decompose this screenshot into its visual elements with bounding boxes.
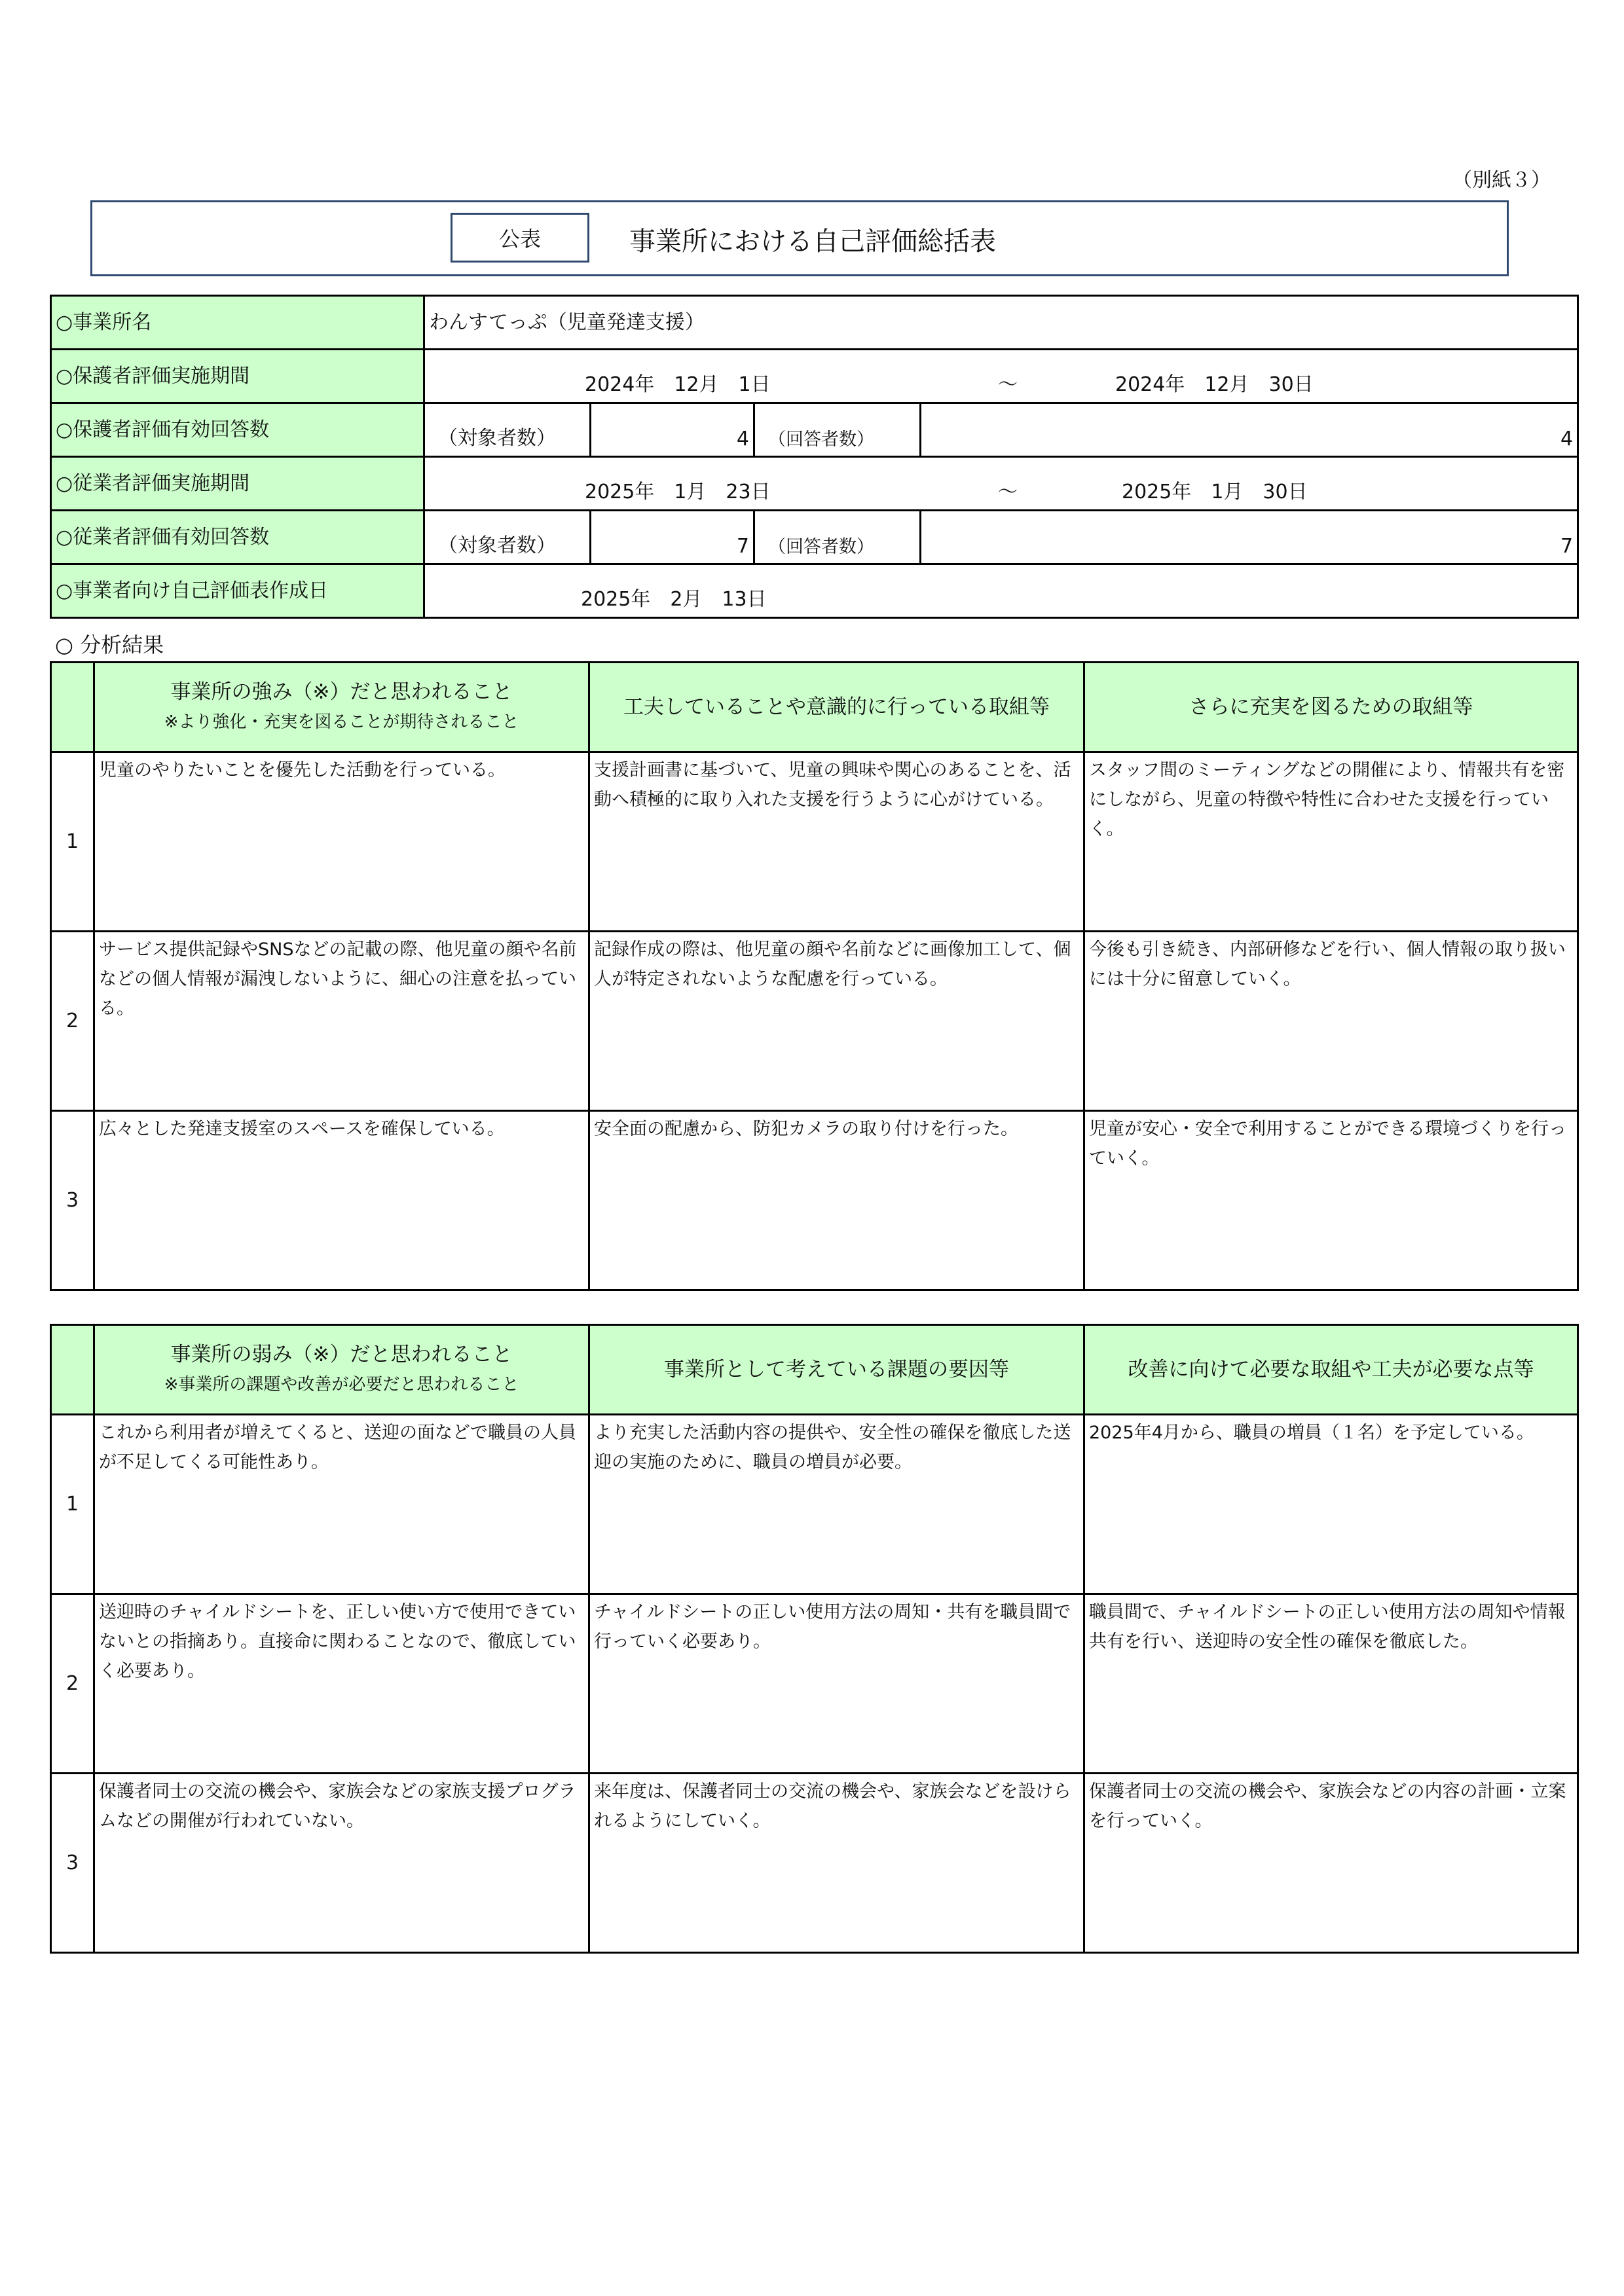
staff-count-label: ○従業者評価有効回答数 xyxy=(51,511,424,564)
strengths-table xyxy=(50,661,1579,1291)
row-number: 2 xyxy=(51,1594,94,1774)
staff-response-value: 7 xyxy=(921,511,1578,564)
strengths-col1-title: 事業所の強み（※）だと思われること xyxy=(170,680,513,704)
weaknesses-col1-sub: ※事業所の課題や改善が必要だと思われること xyxy=(164,1375,519,1394)
action-cell: 2025年4月から、職員の増員（１名）を予定している。 xyxy=(1084,1415,1578,1594)
guardian-period-end: 2024年 12月 30日 xyxy=(1115,373,1314,396)
guardian-target-label: （対象者数） xyxy=(424,403,591,457)
improvement-cell: スタッフ間のミーティングなどの開催により、情報共有を密にしながら、児童の特徴や特性に合わせた支援を行っていく。 xyxy=(1084,752,1578,932)
cause-cell: 来年度は、保護者同士の交流の機会や、家族会などを設けられるようにしていく。 xyxy=(589,1774,1084,1953)
strength-cell: サービス提供記録やSNSなどの記載の際、他児童の顔や名前などの個人情報が漏洩しないように、細心の注意を払っている。 xyxy=(94,932,589,1111)
strength-cell: 児童のやりたいことを優先した活動を行っている。 xyxy=(94,752,589,932)
weakness-cell: これから利用者が増えてくると、送迎の面などで職員の人員が不足してくる可能性あり。 xyxy=(94,1415,589,1594)
guardian-response-value: 4 xyxy=(921,403,1578,457)
improvement-cell: 児童が安心・安全で利用することができる環境づくりを行っていく。 xyxy=(1084,1111,1578,1290)
effort-cell: 安全面の配慮から、防犯カメラの取り付けを行った。 xyxy=(589,1111,1084,1290)
staff-period-tilde: ～ xyxy=(998,481,1018,503)
effort-cell: 記録作成の際は、他児童の顔や名前などに画像加工して、個人が特定されないような配慮を行っている。 xyxy=(589,932,1084,1111)
strengths-col2-header: 工夫していることや意識的に行っている取組等 xyxy=(589,663,1084,752)
staff-response-label: （回答者数） xyxy=(754,511,921,564)
guardian-period-tilde: ～ xyxy=(998,373,1018,396)
header-blank-cell xyxy=(51,1325,94,1415)
table-row xyxy=(51,1774,1578,1953)
action-cell: 職員間で、チャイルドシートの正しい使用方法の周知や情報共有を行い、送迎時の安全性の確保を徹底した。 xyxy=(1084,1594,1578,1774)
page-title: 事業所における自己評価総括表 xyxy=(629,227,996,257)
row-number: 3 xyxy=(51,1774,94,1953)
staff-period-label: ○従業者評価実施期間 xyxy=(51,457,424,511)
info-table xyxy=(50,295,1579,619)
guardian-target-value: 4 xyxy=(591,403,754,457)
strengths-col1-sub: ※より強化・充実を図ることが期待されること xyxy=(164,712,519,732)
weakness-cell: 保護者同士の交流の機会や、家族会などの家族支援プログラムなどの開催が行われていない。 xyxy=(94,1774,589,1953)
weaknesses-col1-header xyxy=(94,1325,589,1415)
improvement-cell: 今後も引き続き、内部研修などを行い、個人情報の取り扱いには十分に留意していく。 xyxy=(1084,932,1578,1111)
action-cell: 保護者同士の交流の機会や、家族会などの内容の計画・立案を行っていく。 xyxy=(1084,1774,1578,1953)
table-row xyxy=(51,932,1578,1111)
staff-period-start: 2025年 1月 23日 xyxy=(585,481,771,503)
cause-cell: より充実した活動内容の提供や、安全性の確保を徹底した送迎の実施のために、職員の増員が必要。 xyxy=(589,1415,1084,1594)
staff-target-value: 7 xyxy=(591,511,754,564)
guardian-count-label: ○保護者評価有効回答数 xyxy=(51,403,424,457)
table-row xyxy=(51,752,1578,932)
weakness-cell: 送迎時のチャイルドシートを、正しい使い方で使用できていないとの指摘あり。直接命に関わることなので、徹底していく必要あり。 xyxy=(94,1594,589,1774)
row-number: 1 xyxy=(51,752,94,932)
table-row xyxy=(51,1415,1578,1594)
guardian-period-start: 2024年 12月 1日 xyxy=(585,373,771,396)
staff-period-end: 2025年 1月 30日 xyxy=(1122,481,1308,503)
created-date: 2025年 2月 13日 xyxy=(424,564,1578,618)
weaknesses-table xyxy=(50,1324,1579,1954)
weaknesses-col1-title: 事業所の弱み（※）だと思われること xyxy=(170,1343,513,1366)
title-box xyxy=(90,200,1509,276)
staff-target-label: （対象者数） xyxy=(424,511,591,564)
created-date-label: ○事業者向け自己評価表作成日 xyxy=(51,564,424,618)
effort-cell: 支援計画書に基づいて、児童の興味や関心のあることを、活動へ積極的に取り入れた支援を行うように心がけている。 xyxy=(589,752,1084,932)
table-row xyxy=(51,1594,1578,1774)
weaknesses-col3-header: 改善に向けて必要な取組や工夫が必要な点等 xyxy=(1084,1325,1578,1415)
strength-cell: 広々とした発達支援室のスペースを確保している。 xyxy=(94,1111,589,1290)
strengths-col1-header xyxy=(94,663,589,752)
table-row xyxy=(51,1111,1578,1290)
office-name-label: ○事業所名 xyxy=(51,296,424,350)
office-name: わんすてっぷ（児童発達支援） xyxy=(424,296,1578,350)
row-number: 3 xyxy=(51,1111,94,1290)
row-number: 2 xyxy=(51,932,94,1111)
guardian-response-label: （回答者数） xyxy=(754,403,921,457)
strengths-col3-header: さらに充実を図るための取組等 xyxy=(1084,663,1578,752)
public-label: 公表 xyxy=(451,213,589,263)
cause-cell: チャイルドシートの正しい使用方法の周知・共有を職員間で行っていく必要あり。 xyxy=(589,1594,1084,1774)
weaknesses-col2-header: 事業所として考えている課題の要因等 xyxy=(589,1325,1084,1415)
row-number: 1 xyxy=(51,1415,94,1594)
header-blank-cell xyxy=(51,663,94,752)
analysis-section-label: ○ 分析結果 xyxy=(55,632,164,657)
annex-label: （別紙３） xyxy=(1452,169,1551,192)
guardian-period-label: ○保護者評価実施期間 xyxy=(51,350,424,403)
